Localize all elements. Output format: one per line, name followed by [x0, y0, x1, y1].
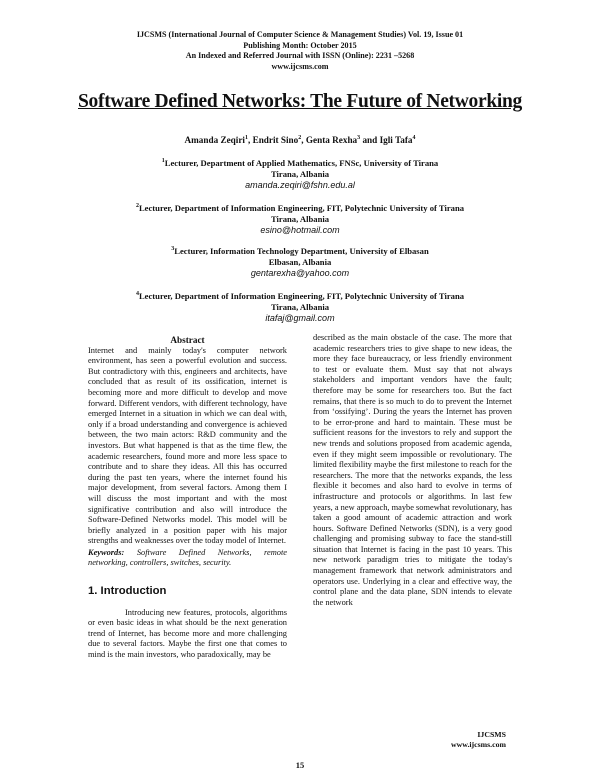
affiliation-place: Tirana, Albania	[270, 213, 330, 224]
footer-site: www.ijcsms.com	[450, 740, 506, 749]
affiliation-place: Elbasan, Albania	[268, 256, 332, 267]
author-name: Endrit Sino	[252, 135, 299, 146]
keywords	[88, 548, 287, 569]
journal-header	[0, 30, 600, 72]
abstract-text: Internet and mainly today's computer network environment, has seen a powerful evolution and success. But contradictory with this, engineers and architects, have concluded that as result of its ossification, internet is becoming more and more difficult to develop and move forward. Different vendors, with different technology, have emerged Internet in a situation in which we can deal with, only if a broad understanding and convergence is achieved between, the two main actors: R&D community and the investors. But what happened is that as the time flew, the academic researchers, found more and more less space to contribute and to share they ideas. All this has occurred during the past ten years, where the internet found his major development, from several factors. Among them I will discuss the most important and with the most significative contribution and also will introduce the Software-Defined Networks model. This model will be briefly analyzed in a position paper with his major strengths and weaknesses over the today model of Internet.	[88, 345, 287, 546]
author-sep: and	[360, 135, 380, 146]
affiliation-3	[0, 244, 600, 279]
affiliation-place: Tirana, Albania	[270, 168, 330, 179]
affiliation-sup: 3	[171, 246, 175, 252]
journal-name: IJCSMS (International Journal of Computer Science & Management Studies) Vol. 19, Issue 01	[136, 30, 464, 39]
author-name: Igli Tafa	[379, 135, 413, 146]
right-column-text: described as the main obstacle of the case. The more that academic researchers tries to give shape to new ideas, the more they face bureaucracy, or less friendly environment to test or evaluate them. Must say that not always stakeholders and important vendors have the fault; therefore may be some for researchers too. But the fact remains, that there is so much to do to prevent the Internet from ‘ossifying’. During the years the Internet has proven to be error-prone and hard to maintain. These must be sufficient reasons for the investors to rely and support the new trends and solutions proposed from academic agenda, even if they might seem impossible or revolutionary. The limited flexibility maybe the first milestone to reach for the researchers. The more that the networks expands, the less flexible it becomes and also hard to evolve in terms of infrastructure and protocols or algorithms. In last few years, a new approach, maybe somewhat revolutionary, has taken a good amount of academic attraction and work hours. Software Defined Networks (SDN), is a very good challenging and promising subway to face the stand-still situation that Internet is facing in the past 10 years. This new network paradigm tries to mitigate the today's management framework that network administrators and operators use. Underlying in a clear and effective way, the control plane and the data plane, SDN intends to elevate the network	[313, 333, 512, 607]
introduction-text: Introducing new features, protocols, algorithms or even basic ideas in what should be the next generation trend of Internet, has become more and more challenging due to several factors. Maybe the first one that comes to mind is the main investors, who paradoxically, may be	[88, 607, 287, 660]
affiliation-line: Lecturer, Department of Information Engineering, FIT, Polytechnic University of Tirana	[138, 202, 465, 213]
author-sep: ,	[247, 135, 253, 146]
affiliation-email[interactable]: esino@hotmail.com	[260, 224, 340, 235]
footer-journal-name: IJCSMS	[477, 730, 506, 739]
affiliation-place: Tirana, Albania	[270, 301, 330, 312]
journal-site: www.ijcsms.com	[271, 61, 329, 71]
affiliation-2	[0, 201, 600, 236]
section-heading-introduction: 1. Introduction	[88, 585, 167, 598]
abstract-heading: Abstract	[170, 335, 205, 345]
affiliation-1	[0, 156, 600, 191]
affiliation-email[interactable]: itafaj@gmail.com	[265, 312, 335, 323]
paper-title: Software Defined Networks: The Future of Networking	[78, 91, 522, 112]
affiliation-sup: 2	[135, 203, 139, 209]
author-list	[0, 135, 600, 145]
affiliation-sup: 1	[161, 158, 165, 164]
affiliation-line: Lecturer, Information Technology Department, University of Elbasan	[174, 245, 429, 256]
affiliation-email[interactable]: gentarexha@yahoo.com	[250, 267, 350, 278]
author-sup: 1	[244, 135, 248, 141]
affiliation-line: Lecturer, Department of Information Engineering, FIT, Polytechnic University of Tirana	[138, 290, 465, 301]
author-sup: 3	[357, 135, 361, 141]
keywords-label: Keywords:	[88, 547, 125, 557]
author-sup: 4	[412, 135, 416, 141]
right-column	[313, 333, 512, 608]
footer-journal	[451, 730, 506, 750]
issn-line: An Indexed and Referred Journal with ISSN (Online): 2231 –5268	[185, 51, 415, 60]
affiliation-4	[0, 289, 600, 324]
affiliation-line: Lecturer, Department of Applied Mathematics, FNSc, University of Tirana	[164, 157, 439, 168]
author-sep: ,	[301, 135, 306, 146]
author-name: Genta Rexha	[305, 135, 358, 146]
publishing-month: Publishing Month: October 2015	[243, 40, 357, 50]
affiliation-sup: 4	[135, 291, 139, 297]
author-sup: 2	[298, 135, 302, 141]
affiliation-email[interactable]: amanda.zeqiri@fshn.edu.al	[245, 179, 355, 190]
author-name: Amanda Zeqiri	[184, 135, 245, 146]
left-column	[88, 335, 287, 661]
page-number: 15	[295, 760, 305, 770]
keywords-text: Software Defined Networks, remote networking, controllers, switches, security.	[88, 547, 287, 568]
